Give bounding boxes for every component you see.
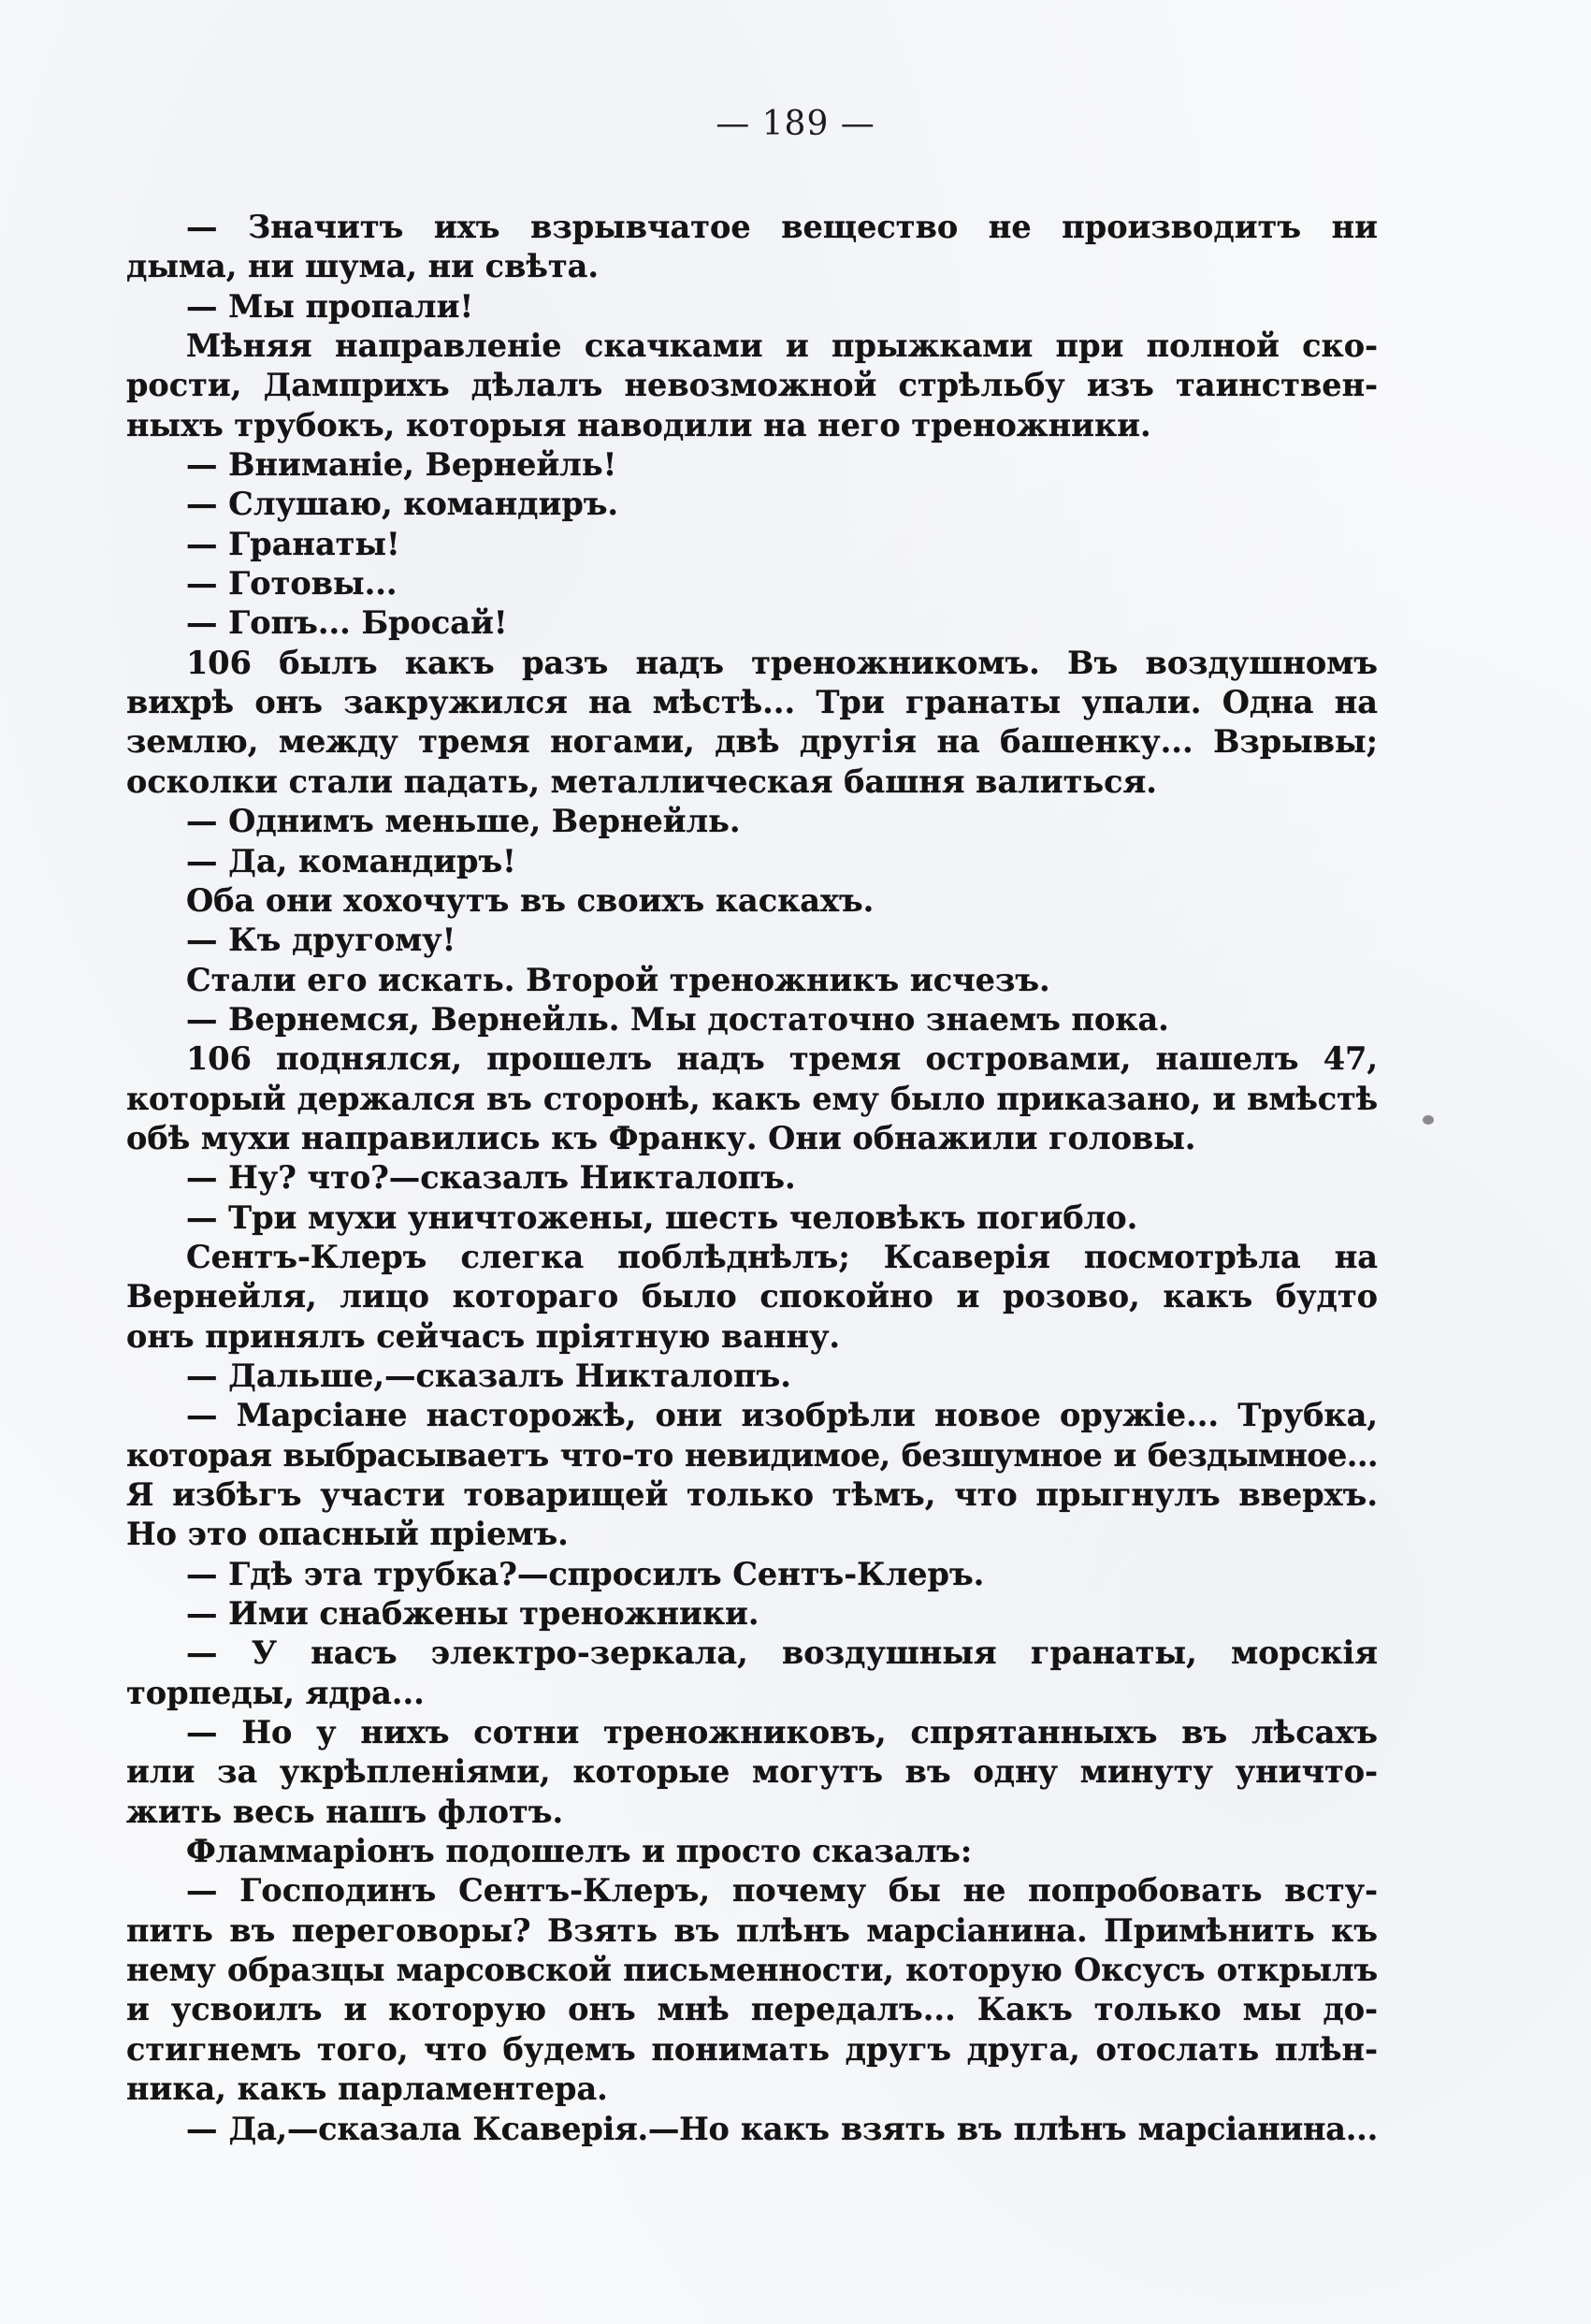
text-line: Мѣняя направленіе скачками и прыжками при полной ско- (186, 327, 1378, 365)
text-line: — Вернемся, Вернейль. Мы достаточно знаемъ пока. (186, 1000, 1169, 1038)
text-line: землю, между тремя ногами, двѣ другія на башенку... Взрывы; (126, 723, 1378, 761)
text-line: торпеды, ядра... (126, 1674, 425, 1711)
text-line: Я избѣгъ участи товарищей только тѣмъ, что прыгнулъ вверхъ. (126, 1476, 1378, 1513)
text-line: ныхъ трубокъ, которыя наводили на него треножники. (126, 406, 1151, 443)
text-line: и усвоилъ и которую онъ мнѣ передалъ... Какъ только мы до- (126, 1991, 1378, 2028)
text-line: Но это опасный пріемъ. (126, 1516, 569, 1553)
text-line: — Но у нихъ сотни треножниковъ, спрятанныхъ въ лѣсахъ (186, 1714, 1378, 1751)
text-line: — Господинъ Сентъ-Клеръ, почему бы не попробовать всту- (186, 1872, 1378, 1910)
text-line: рости, Дамприхъ дѣлалъ невозможной стрѣльбу изъ таинствен- (126, 367, 1378, 404)
text-line: дыма, ни шума, ни свѣта. (126, 248, 600, 285)
text-line: жить весь нашъ флотъ. (126, 1793, 564, 1830)
text-line: нему образцы марсовской письменности, которую Оксусъ открылъ (126, 1952, 1378, 1989)
text-line: — Дальше,—сказалъ Никталопъ. (186, 1357, 791, 1394)
text-line: — Ну? что?—сказалъ Никталопъ. (186, 1159, 796, 1197)
text-line: Стали его искать. Второй треножникъ исчезъ. (186, 961, 1050, 998)
text-line: — Къ другому! (186, 922, 456, 959)
text-line: онъ принялъ сейчасъ пріятную ванну. (126, 1317, 841, 1355)
text-line: — Мы пропали! (186, 287, 474, 325)
text-line: — Вниманіе, Вернейль! (186, 446, 617, 484)
text-line: — Ими снабжены треножники. (186, 1595, 759, 1633)
text-line: — Гдѣ эта трубка?—спросилъ Сентъ-Клеръ. (186, 1555, 985, 1592)
body-text (126, 208, 1378, 2149)
text-line: пить въ переговоры? Взять въ плѣнъ марсіанина. Примѣнить къ (126, 1911, 1378, 1949)
text-line: — Однимъ меньше, Вернейль. (186, 803, 741, 840)
text-line: стигнемъ того, что будемъ понимать другъ друга, отослать плѣн- (126, 2030, 1378, 2068)
text-line: — Гопъ... Бросай! (186, 604, 508, 642)
text-line: ника, какъ парламентера. (126, 2070, 608, 2108)
text-line: обѣ мухи направились къ Франку. Они обнажили головы. (126, 1119, 1196, 1156)
text-line: — Готовы... (186, 565, 398, 603)
text-line: Вернейля, лицо котораго было спокойно и розово, какъ будто (126, 1278, 1378, 1315)
text-line: осколки стали падать, металлическая башня валиться. (126, 763, 1157, 800)
text-line: Оба они хохочутъ въ своихъ каскахъ. (186, 881, 875, 919)
text-line: — Марсіане насторожѣ, они изобрѣли новое оружіе... Трубка, (186, 1397, 1378, 1434)
text-line: вихрѣ онъ закружился на мѣстѣ... Три гранаты упали. Одна на (126, 684, 1378, 721)
text-line: — Да,—сказала Ксаверія.—Но какъ взять въ плѣнъ марсіанина... (186, 2110, 1378, 2147)
text-line: Фламмаріонъ подошелъ и просто сказалъ: (186, 1833, 973, 1870)
text-line: который держался въ сторонѣ, какъ ему было приказано, и вмѣстѣ (126, 1080, 1378, 1117)
scan-speck (1423, 1115, 1434, 1125)
text-line: 106 поднялся, прошелъ надъ тремя островами, нашелъ 47, (186, 1040, 1378, 1078)
text-line: — Три мухи уничтожены, шесть человѣкъ погибло. (186, 1198, 1138, 1236)
text-line: — Да, командиръ! (186, 842, 516, 879)
text-line: 106 былъ какъ разъ надъ треножникомъ. Въ воздушномъ (186, 644, 1378, 681)
text-line: которая выбрасываетъ что-то невидимое, безшумное и бездымное... (126, 1436, 1378, 1474)
text-line: — Гранаты! (186, 525, 400, 562)
text-line: или за укрѣпленіями, которые могутъ въ одну минуту уничто- (126, 1753, 1378, 1791)
text-line: Сентъ-Клеръ слегка поблѣднѣлъ; Ксаверія посмотрѣла на (186, 1238, 1378, 1275)
text-line: — У насъ электро-зеркала, воздушныя гранаты, морскія (186, 1634, 1378, 1672)
text-line: — Слушаю, командиръ. (186, 486, 619, 523)
text-line: — Значитъ ихъ взрывчатое вещество не производитъ ни (186, 209, 1378, 245)
page-number: — 189 — (716, 105, 875, 143)
